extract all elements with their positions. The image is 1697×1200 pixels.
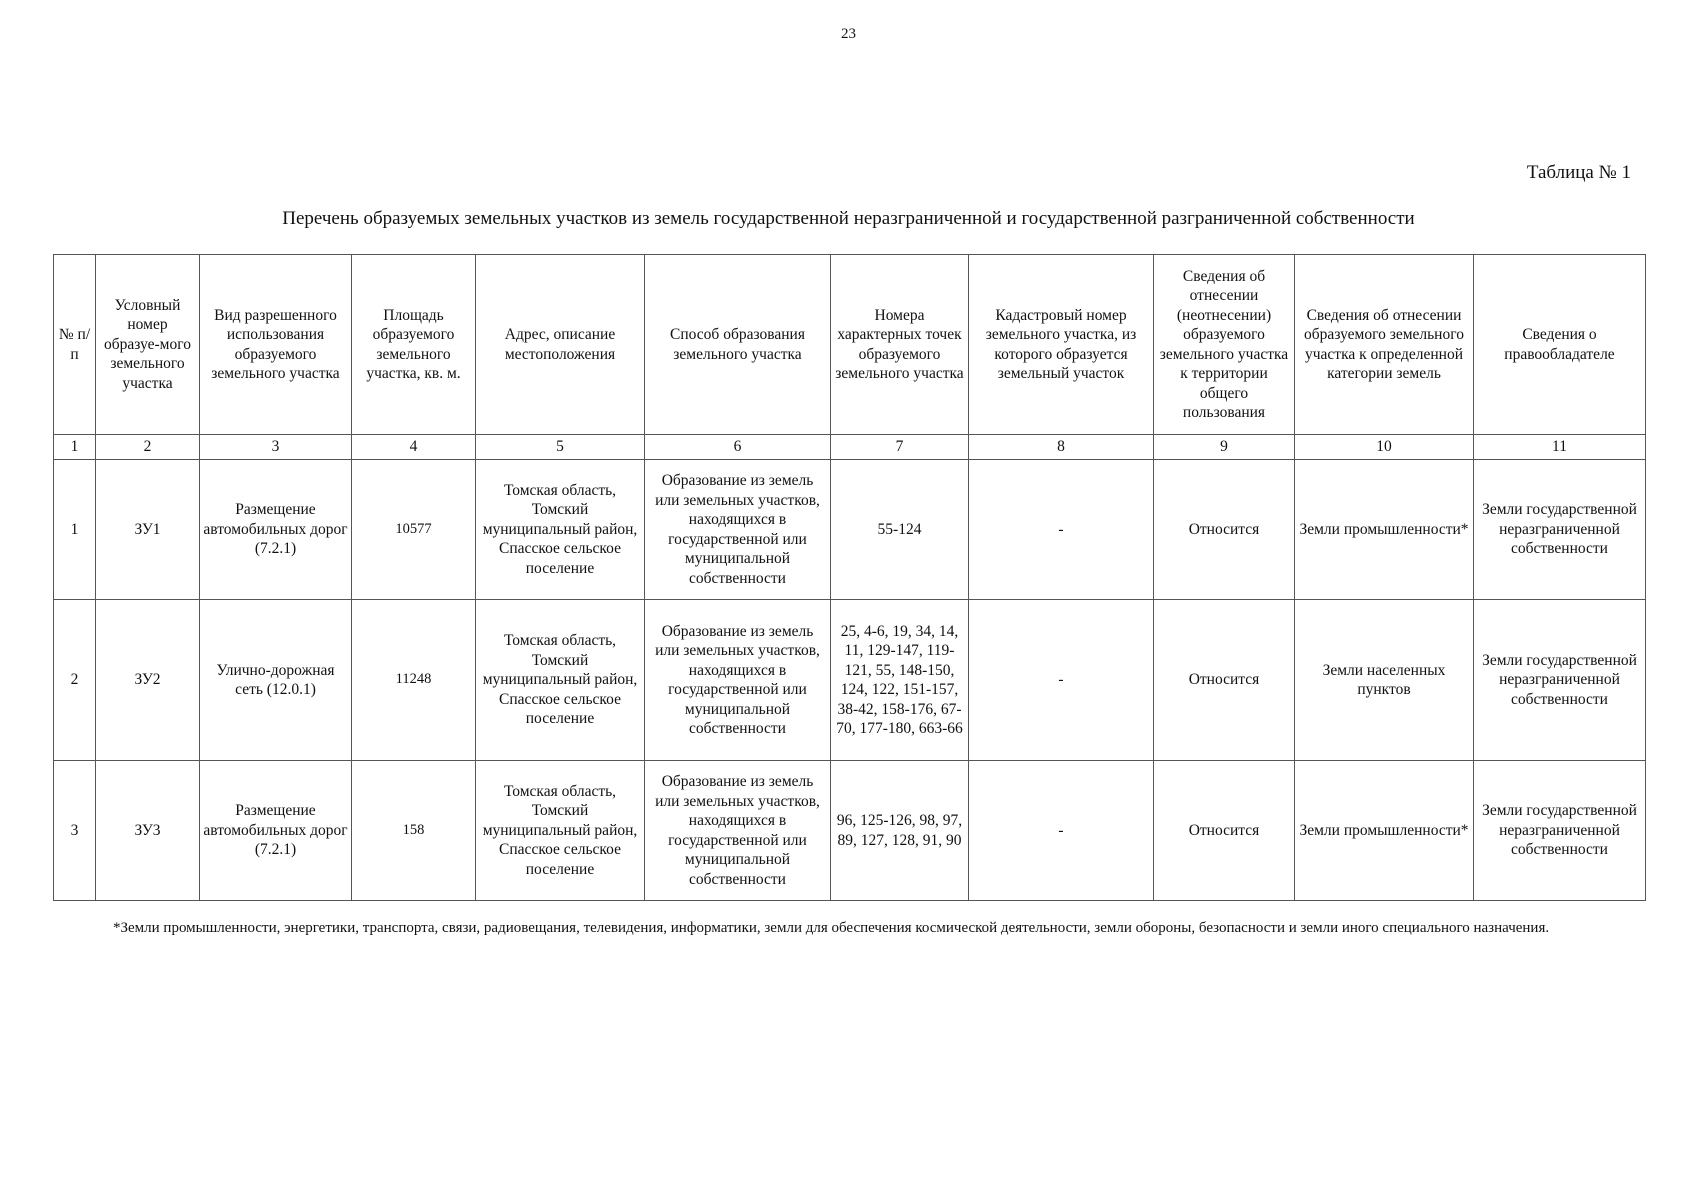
source-cadastral-number: - <box>969 460 1154 600</box>
header-cell: Способ образования земельного участка <box>645 255 831 435</box>
column-number: 9 <box>1154 435 1295 460</box>
column-number: 6 <box>645 435 831 460</box>
plot-area: 11248 <box>352 600 476 761</box>
column-number: 5 <box>476 435 645 460</box>
plot-address: Томская область, Томский муниципальный район, Спасское сельское поселение <box>476 460 645 600</box>
point-numbers: 96, 125-126, 98, 97, 89, 127, 128, 91, 90 <box>831 761 969 901</box>
column-number: 7 <box>831 435 969 460</box>
permitted-use: Улично-дорожная сеть (12.0.1) <box>200 600 352 761</box>
column-number-row <box>54 435 1646 460</box>
point-numbers: 25, 4-6, 19, 34, 14, 11, 129-147, 119-121, 55, 148-150, 124, 122, 151-157, 38-42, 158-176, 67-70, 177-180, 663-66 <box>831 600 969 761</box>
header-cell: Сведения о правообладателе <box>1474 255 1646 435</box>
table-row <box>54 600 1646 761</box>
owner-info: Земли государственной неразграниченной собственности <box>1474 600 1646 761</box>
owner-info: Земли государственной неразграниченной собственности <box>1474 460 1646 600</box>
table-label: Таблица № 1 <box>1526 162 1631 183</box>
footnote: *Земли промышленности, энергетики, транспорта, связи, радиовещания, телевидения, информатики, земли для обеспечения космической деятельности, земли обороны, безопасности и земли иного специального назначения. <box>113 920 1550 936</box>
header-row <box>54 255 1646 435</box>
land-category: Земли промышленности* <box>1295 761 1474 901</box>
public-territory-status: Относится <box>1154 761 1295 901</box>
column-number: 10 <box>1295 435 1474 460</box>
formation-method: Образование из земель или земельных участков, находящихся в государственной или муниципальной собственности <box>645 761 831 901</box>
formation-method: Образование из земель или земельных участков, находящихся в государственной или муниципальной собственности <box>645 600 831 761</box>
permitted-use: Размещение автомобильных дорог (7.2.1) <box>200 460 352 600</box>
page-number: 23 <box>841 26 856 42</box>
row-number: 2 <box>54 600 96 761</box>
plot-area: 158 <box>352 761 476 901</box>
formation-method: Образование из земель или земельных участков, находящихся в государственной или муниципальной собственности <box>645 460 831 600</box>
source-cadastral-number: - <box>969 600 1154 761</box>
land-plots-table <box>53 254 1646 901</box>
row-number: 3 <box>54 761 96 901</box>
plot-id: ЗУ1 <box>96 460 200 600</box>
owner-info: Земли государственной неразграниченной собственности <box>1474 761 1646 901</box>
column-number: 2 <box>96 435 200 460</box>
table-row <box>54 761 1646 901</box>
header-cell: Номера характерных точек образуемого земельного участка <box>831 255 969 435</box>
point-numbers: 55-124 <box>831 460 969 600</box>
land-category: Земли населенных пунктов <box>1295 600 1474 761</box>
plot-id: ЗУ2 <box>96 600 200 761</box>
header-cell: Площадь образуемого земельного участка, кв. м. <box>352 255 476 435</box>
column-number: 1 <box>54 435 96 460</box>
plot-address: Томская область, Томский муниципальный район, Спасское сельское поселение <box>476 600 645 761</box>
plot-id: ЗУ3 <box>96 761 200 901</box>
row-number: 1 <box>54 460 96 600</box>
table-row <box>54 460 1646 600</box>
public-territory-status: Относится <box>1154 600 1295 761</box>
plot-address: Томская область, Томский муниципальный район, Спасское сельское поселение <box>476 761 645 901</box>
header-cell: Условный номер образуе-мого земельного участка <box>96 255 200 435</box>
header-cell: Сведения об отнесении (неотнесении) образуемого земельного участка к территории общего пользования <box>1154 255 1295 435</box>
public-territory-status: Относится <box>1154 460 1295 600</box>
column-number: 4 <box>352 435 476 460</box>
header-cell: Вид разрешенного использования образуемого земельного участка <box>200 255 352 435</box>
permitted-use: Размещение автомобильных дорог (7.2.1) <box>200 761 352 901</box>
header-cell: № п/п <box>54 255 96 435</box>
header-cell: Сведения об отнесении образуемого земельного участка к определенной категории земель <box>1295 255 1474 435</box>
column-number: 8 <box>969 435 1154 460</box>
source-cadastral-number: - <box>969 761 1154 901</box>
header-cell: Кадастровый номер земельного участка, из которого образуется земельный участок <box>969 255 1154 435</box>
column-number: 11 <box>1474 435 1646 460</box>
header-cell: Адрес, описание местоположения <box>476 255 645 435</box>
document-title: Перечень образуемых земельных участков из земель государственной неразграниченной и государственной разграниченной собственности <box>282 208 1415 229</box>
land-category: Земли промышленности* <box>1295 460 1474 600</box>
plot-area: 10577 <box>352 460 476 600</box>
column-number: 3 <box>200 435 352 460</box>
